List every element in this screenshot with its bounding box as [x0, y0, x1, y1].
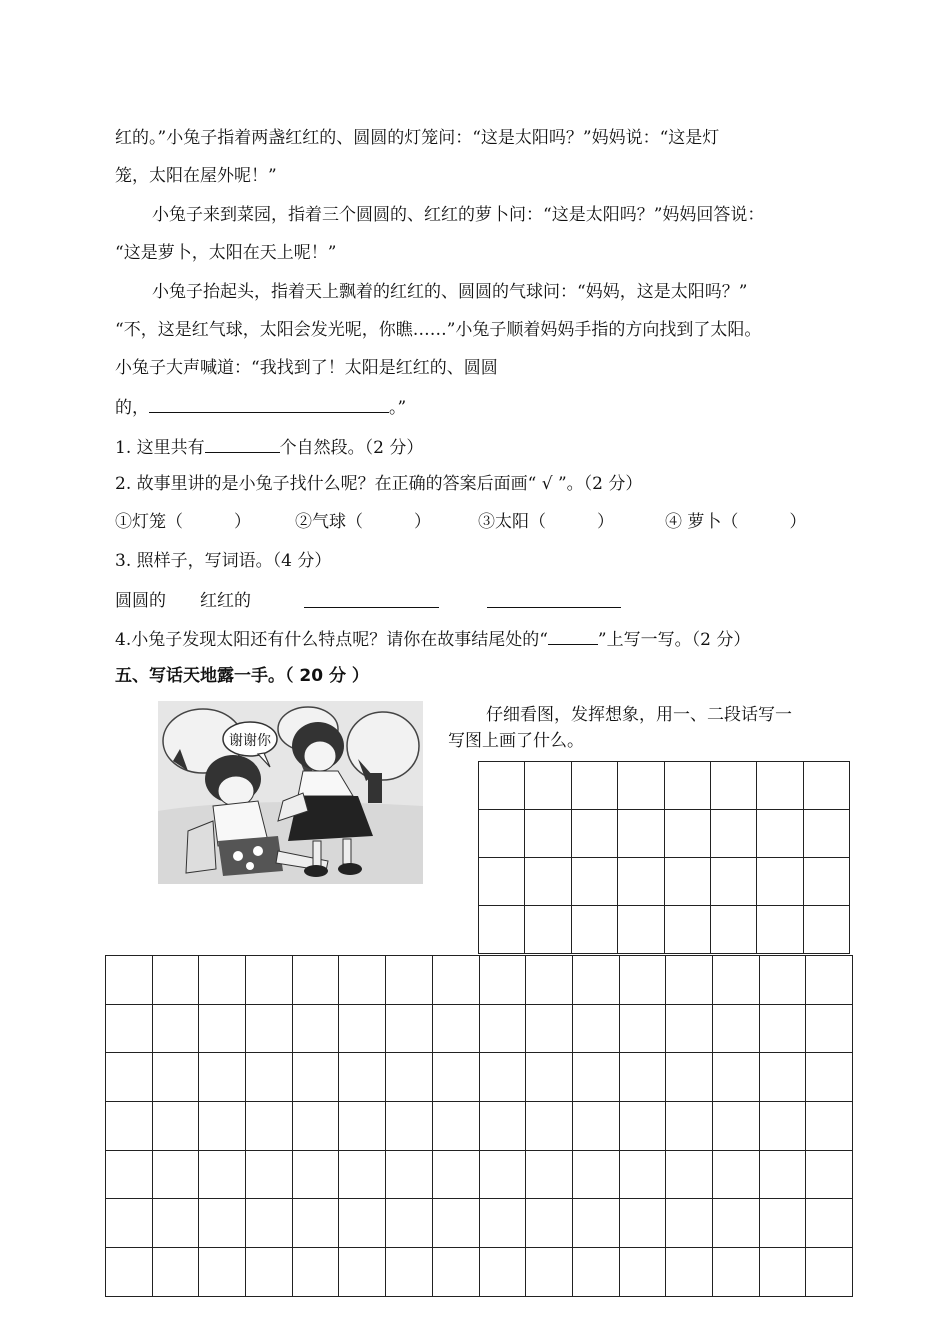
grid-cell[interactable] [618, 810, 664, 858]
grid-cell[interactable] [246, 956, 293, 1005]
story-line-4: “这是萝卜，太阳在天上呢！” [115, 243, 337, 263]
grid-cell[interactable] [152, 1248, 199, 1297]
grid-cell[interactable] [386, 1150, 433, 1199]
grid-row [106, 1004, 853, 1053]
grid-cell[interactable] [199, 1004, 246, 1053]
grid-cell[interactable] [292, 1248, 339, 1297]
grid-cell[interactable] [806, 1102, 853, 1151]
grid-cell[interactable] [199, 956, 246, 1005]
grid-cell[interactable] [479, 1199, 526, 1248]
grid-cell[interactable] [712, 1199, 759, 1248]
grid-cell[interactable] [479, 1102, 526, 1151]
grid-cell[interactable] [572, 1248, 619, 1297]
grid-cell[interactable] [759, 1150, 806, 1199]
grid-cell[interactable] [710, 858, 756, 906]
grid-cell[interactable] [712, 1150, 759, 1199]
grid-cell[interactable] [803, 906, 849, 954]
grid-cell[interactable] [526, 1150, 573, 1199]
grid-cell[interactable] [152, 1199, 199, 1248]
grid-cell[interactable] [339, 1150, 386, 1199]
grid-cell[interactable] [572, 956, 619, 1005]
grid-row [106, 1248, 853, 1297]
writing-instruction-1: 仔细看图，发挥想象，用一、二段话写一 [486, 705, 792, 725]
grid-cell[interactable] [712, 1102, 759, 1151]
grid-cell[interactable] [339, 1102, 386, 1151]
grid-cell[interactable] [526, 1004, 573, 1053]
grid-cell[interactable] [525, 762, 571, 810]
grid-cell[interactable] [246, 1004, 293, 1053]
grid-cell[interactable] [525, 906, 571, 954]
grid-cell[interactable] [619, 1053, 666, 1102]
grid-cell[interactable] [757, 906, 803, 954]
grid-cell[interactable] [664, 810, 710, 858]
word-blank-2[interactable] [487, 607, 621, 608]
story-line-7: 小兔子大声喊道：“我找到了！太阳是红红的、圆圆 [115, 358, 498, 378]
grid-cell[interactable] [292, 1102, 339, 1151]
story-line-5: 小兔子抬起头，指着天上飘着的红红的、圆圆的气球问：“妈妈，这是太阳吗？” [152, 282, 748, 302]
grid-row [106, 956, 853, 1005]
grid-cell[interactable] [757, 810, 803, 858]
grid-cell[interactable] [619, 1150, 666, 1199]
grid-cell[interactable] [246, 1199, 293, 1248]
grid-cell[interactable] [666, 956, 713, 1005]
grid-cell[interactable] [619, 1102, 666, 1151]
grid-cell[interactable] [666, 1248, 713, 1297]
section-5-title: 五、写话天地露一手。（ 20 分 ） [115, 666, 369, 686]
grid-cell[interactable] [106, 1199, 153, 1248]
word-blank-1[interactable] [304, 607, 439, 608]
grid-cell[interactable] [572, 1150, 619, 1199]
grid-cell[interactable] [106, 1004, 153, 1053]
grid-cell[interactable] [246, 1248, 293, 1297]
grid-cell[interactable] [199, 1053, 246, 1102]
option-balloon[interactable]: ②气球（ ） [295, 512, 431, 532]
grid-cell[interactable] [572, 1004, 619, 1053]
grid-cell[interactable] [479, 1150, 526, 1199]
grid-cell[interactable] [432, 1004, 479, 1053]
story-line-8-end: 。” [389, 398, 407, 418]
story-line-6: “不，这是红气球，太阳会发光呢，你瞧……”小兔子顺着妈妈手指的方向找到了太阳。 [115, 320, 762, 340]
grid-cell[interactable] [339, 1004, 386, 1053]
grid-cell[interactable] [666, 1004, 713, 1053]
grid-cell[interactable] [619, 1004, 666, 1053]
grid-cell[interactable] [152, 1004, 199, 1053]
grid-cell[interactable] [806, 1053, 853, 1102]
grid-cell[interactable] [479, 858, 525, 906]
question-4-blank [548, 626, 598, 645]
grid-cell[interactable] [712, 1248, 759, 1297]
grid-cell[interactable] [432, 1248, 479, 1297]
grid-cell[interactable] [386, 1102, 433, 1151]
grid-cell[interactable] [619, 1248, 666, 1297]
question-4 [115, 626, 750, 652]
grid-cell[interactable] [339, 1199, 386, 1248]
grid-cell[interactable] [526, 1102, 573, 1151]
grid-cell[interactable] [479, 956, 526, 1005]
grid-cell[interactable] [666, 1150, 713, 1199]
grid-cell[interactable] [479, 906, 525, 954]
grid-cell[interactable] [432, 1150, 479, 1199]
grid-cell[interactable] [292, 1053, 339, 1102]
paragraph-count-blank[interactable] [205, 434, 280, 453]
grid-cell[interactable] [386, 956, 433, 1005]
grid-cell[interactable] [339, 956, 386, 1005]
question-1-end: 个自然段。（2 分） [279, 438, 424, 458]
grid-cell[interactable] [572, 1053, 619, 1102]
grid-cell[interactable] [710, 810, 756, 858]
grid-cell[interactable] [664, 906, 710, 954]
grid-cell[interactable] [526, 956, 573, 1005]
question-3-example-2: 红红的 [200, 591, 251, 611]
grid-cell[interactable] [572, 1199, 619, 1248]
grid-cell[interactable] [199, 1150, 246, 1199]
grid-cell[interactable] [710, 762, 756, 810]
grid-cell[interactable] [571, 858, 617, 906]
option-radish[interactable]: ④ 萝卜（ ） [665, 512, 807, 532]
grid-cell[interactable] [619, 956, 666, 1005]
grid-cell[interactable] [759, 1199, 806, 1248]
grid-cell[interactable] [106, 956, 153, 1005]
story-line-2: 笼，太阳在屋外呢！” [115, 166, 277, 186]
story-line-1: 红的。”小兔子指着两盏红红的、圆圆的灯笼问：“这是太阳吗？”妈妈说：“这是灯 [115, 128, 720, 148]
grid-cell[interactable] [759, 1248, 806, 1297]
grid-cell[interactable] [292, 1004, 339, 1053]
grid-cell[interactable] [803, 810, 849, 858]
grid-cell[interactable] [199, 1248, 246, 1297]
grid-cell[interactable] [759, 1004, 806, 1053]
grid-cell[interactable] [432, 1102, 479, 1151]
grid-cell[interactable] [712, 1004, 759, 1053]
speech-bubble-text: 谢谢你 [229, 733, 271, 749]
grid-cell[interactable] [759, 1102, 806, 1151]
grid-cell[interactable] [806, 1248, 853, 1297]
grid-cell[interactable] [479, 1248, 526, 1297]
grid-cell[interactable] [571, 762, 617, 810]
writing-grid-main[interactable] [105, 955, 853, 1297]
grid-cell[interactable] [152, 956, 199, 1005]
grid-cell[interactable] [666, 1102, 713, 1151]
grid-cell[interactable] [246, 1053, 293, 1102]
grid-cell[interactable] [712, 1053, 759, 1102]
question-2: 2. 故事里讲的是小兔子找什么呢？在正确的答案后面画“ √ ”。（2 分） [115, 474, 643, 494]
grid-cell[interactable] [386, 1004, 433, 1053]
grid-cell[interactable] [199, 1102, 246, 1151]
grid-cell[interactable] [199, 1199, 246, 1248]
grid-cell[interactable] [479, 1004, 526, 1053]
grid-cell[interactable] [618, 858, 664, 906]
grid-cell[interactable] [292, 1199, 339, 1248]
grid-cell[interactable] [386, 1199, 433, 1248]
grid-cell[interactable] [432, 1053, 479, 1102]
question-4-start: 4.小兔子发现太阳还有什么特点呢？请你在故事结尾处的“ [115, 630, 548, 650]
grid-cell[interactable] [806, 1199, 853, 1248]
grid-cell[interactable] [432, 956, 479, 1005]
grid-cell[interactable] [526, 1199, 573, 1248]
grid-cell[interactable] [292, 956, 339, 1005]
grid-cell[interactable] [712, 956, 759, 1005]
grid-cell[interactable] [525, 858, 571, 906]
grid-cell[interactable] [106, 1053, 153, 1102]
story-line-8-start: 的， [115, 398, 149, 418]
grid-cell[interactable] [618, 762, 664, 810]
grid-row [106, 1199, 853, 1248]
grid-cell[interactable] [106, 1150, 153, 1199]
grid-cell[interactable] [664, 858, 710, 906]
story-ending-blank[interactable] [149, 394, 389, 413]
grid-cell[interactable] [806, 956, 853, 1005]
question-3: 3. 照样子，写词语。（4 分） [115, 551, 332, 571]
grid-cell[interactable] [152, 1053, 199, 1102]
grid-cell[interactable] [757, 762, 803, 810]
question-1 [115, 434, 423, 460]
grid-cell[interactable] [152, 1150, 199, 1199]
grid-cell[interactable] [386, 1248, 433, 1297]
grid-row [106, 1053, 853, 1102]
question-4-end: ”上写一写。（2 分） [597, 630, 751, 650]
grid-cell[interactable] [666, 1199, 713, 1248]
grid-cell[interactable] [339, 1053, 386, 1102]
grid-cell[interactable] [571, 906, 617, 954]
grid-cell[interactable] [759, 1053, 806, 1102]
grid-cell[interactable] [806, 1150, 853, 1199]
grid-cell[interactable] [666, 1053, 713, 1102]
grid-cell[interactable] [803, 762, 849, 810]
option-lantern[interactable]: ①灯笼（ ） [115, 512, 251, 532]
grid-cell[interactable] [292, 1150, 339, 1199]
writing-instruction-2: 写图上画了什么。 [448, 731, 584, 751]
grid-cell[interactable] [246, 1102, 293, 1151]
grid-row [479, 858, 850, 906]
story-line-8 [115, 394, 406, 420]
grid-cell[interactable] [757, 858, 803, 906]
grid-cell[interactable] [526, 1053, 573, 1102]
grid-cell[interactable] [806, 1004, 853, 1053]
question-3-example-1: 圆圆的 [115, 591, 166, 611]
grid-cell[interactable] [339, 1248, 386, 1297]
grid-row [106, 1102, 853, 1151]
grid-cell[interactable] [479, 762, 525, 810]
grid-cell[interactable] [619, 1199, 666, 1248]
grid-row [479, 810, 850, 858]
grid-cell[interactable] [152, 1102, 199, 1151]
grid-cell[interactable] [571, 810, 617, 858]
grid-cell[interactable] [525, 810, 571, 858]
grid-cell[interactable] [246, 1150, 293, 1199]
grid-cell[interactable] [618, 906, 664, 954]
story-line-3: 小兔子来到菜园，指着三个圆圆的、红红的萝卜问：“这是太阳吗？”妈妈回答说： [152, 205, 765, 225]
grid-cell[interactable] [664, 762, 710, 810]
grid-cell[interactable] [759, 956, 806, 1005]
grid-cell[interactable] [479, 1053, 526, 1102]
grid-cell[interactable] [106, 1248, 153, 1297]
grid-cell[interactable] [803, 858, 849, 906]
question-1-start: 1. 这里共有 [115, 438, 205, 458]
writing-grid-top[interactable] [478, 761, 850, 954]
grid-row [479, 906, 850, 954]
grid-cell[interactable] [432, 1199, 479, 1248]
grid-cell[interactable] [386, 1053, 433, 1102]
grid-cell[interactable] [106, 1102, 153, 1151]
grid-cell[interactable] [479, 810, 525, 858]
picture-two-girls [158, 701, 423, 884]
grid-row [106, 1150, 853, 1199]
grid-row [479, 762, 850, 810]
option-sun[interactable]: ③太阳（ ） [478, 512, 614, 532]
grid-cell[interactable] [526, 1248, 573, 1297]
grid-cell[interactable] [572, 1102, 619, 1151]
grid-cell[interactable] [710, 906, 756, 954]
